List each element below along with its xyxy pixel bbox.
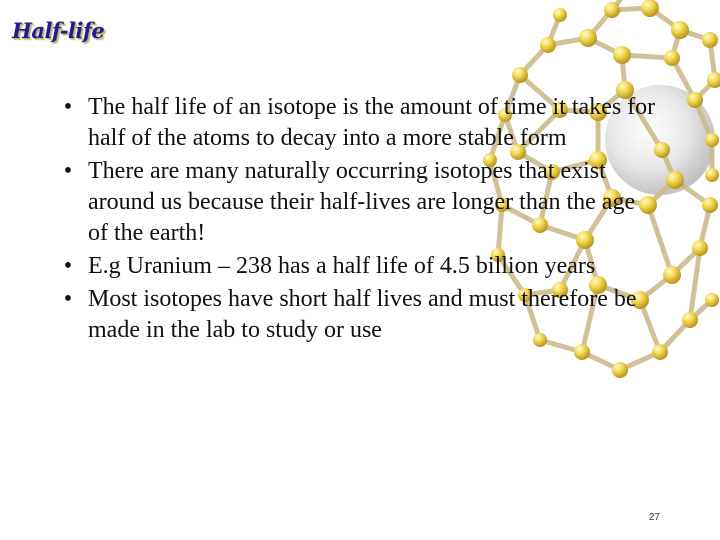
bullet-icon: • (63, 253, 73, 279)
bullet-item (58, 284, 658, 346)
bullet-icon: • (63, 94, 73, 120)
bullet-icon: • (63, 286, 73, 312)
bullet-item (58, 251, 658, 282)
slide-title: Half-life (12, 18, 105, 43)
bullet-item (58, 156, 658, 249)
bullet-text: There are many naturally occurring isotopes that exist around us because their half-lives are longer than the age of the earth! (88, 158, 636, 246)
bullet-icon: • (63, 158, 73, 184)
bullet-list (58, 92, 658, 346)
bullet-text: The half life of an isotope is the amount of time it takes for half of the atoms to decay into a more stable form (88, 94, 656, 151)
bullet-item (58, 92, 658, 154)
bullet-text: E.g Uranium – 238 has a half life of 4.5 billion years (88, 253, 596, 279)
page-number: 27 (648, 512, 660, 523)
bullet-text: Most isotopes have short half lives and must therefore be made in the lab to study or use (88, 286, 637, 343)
